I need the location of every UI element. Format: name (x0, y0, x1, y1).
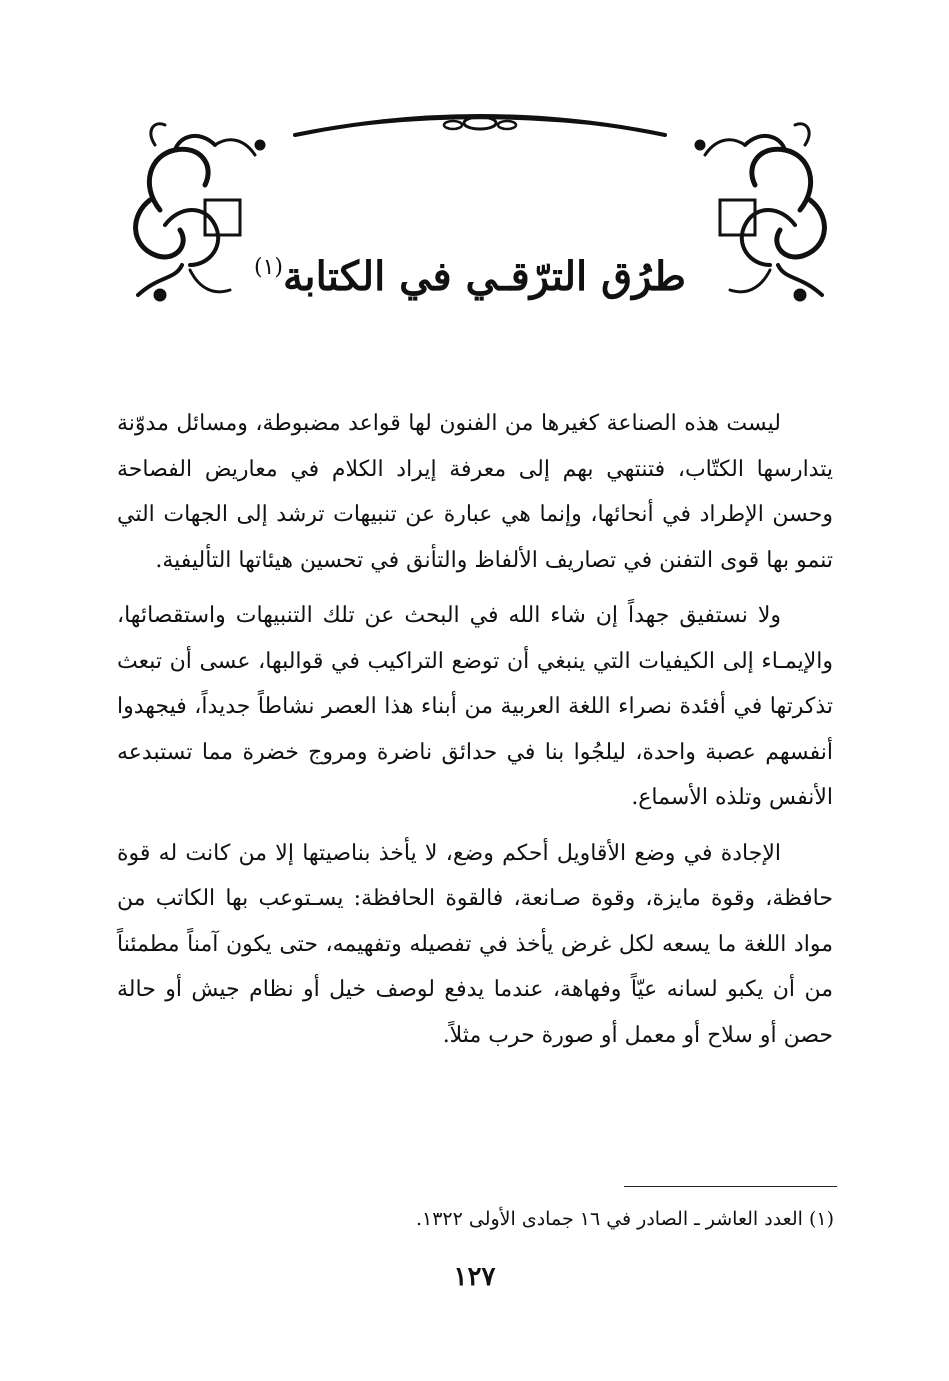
footnote-divider (624, 1186, 837, 1187)
page-title-text: طرُق الترّقـي في الكتابة (282, 253, 687, 300)
paragraph-1: ليست هذه الصناعة كغيرها من الفنون لها قواعد مضبوطة، ومسائل مدوّنة يتدارسها الكتّاب، فتنتهي بهم إلى معرفة إيراد الكلام في معاريض الفصاحة وحسن الإطراد في أنحائها، وإنما هي عبارة عن تنبيهات ترشد إلى الجهات التي تنمو بها قوى التفنن في تصاريف الألفاظ والتأنق في تحسين هيئاتها التأليفية. (117, 411, 833, 573)
page-title (200, 238, 740, 307)
paragraph-2: ولا نستفيق جهداً إن شاء الله في البحث عن تلك التنبيهات واستقصائها، والإيمـاء إلى الكيفيات التي ينبغي أن توضع التراكيب في قوالبها، عسى أن تبعث تذكرتها في أفئدة نصراء اللغة العربية من أبناء هذا العصر نشاطاً جديداً، فيجهدوا أنفسهم عصبة واحدة، ليلجُوا بنا في حدائق ناضرة ومروج خضرة مما تستبدعه الأنفس وتلذه الأسماع. (117, 603, 833, 810)
body-text (117, 401, 833, 1068)
title-footnote-marker: (١) (253, 255, 283, 280)
footnote: (١) العدد العاشر ـ الصادر في ١٦ جمادى الأولى ١٣٢٢. (415, 1208, 834, 1230)
paragraph-3: الإجادة في وضع الأقاويل أحكم وضع، لا يأخذ بناصيتها إلا من كانت له قوة حافظة، وقوة مايزة، وقوة صـانعة، فالقوة الحافظة: يسـتوعب بها الكاتب من مواد اللغة ما يسعه لكل غرض يأخذ في تفصيله وتفهيمه، حتى يكون آمناً مطمئناً من أن يكبو لسانه عيّاً وفهاهة، عندما يدفع لوصف خيل أو نظام جيش أو حالة حصن أو سلاح أو معمل أو صورة حرب مثلاً. (117, 840, 833, 1048)
page-number: ١٢٧ (453, 1262, 496, 1292)
